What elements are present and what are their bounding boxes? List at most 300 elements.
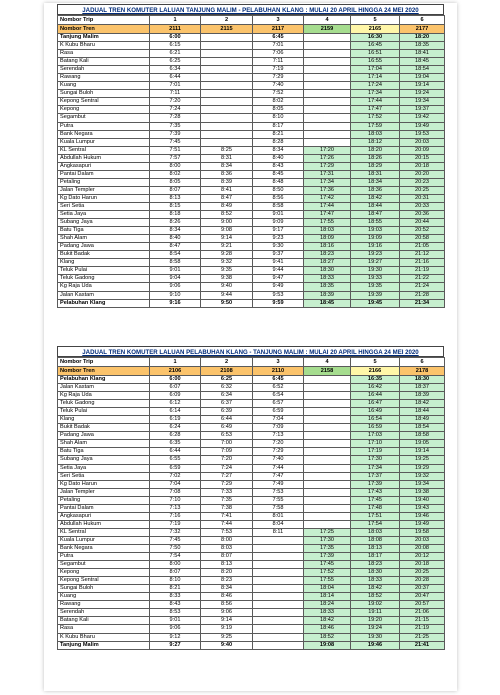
station-name: Putra <box>58 122 150 130</box>
time-cell: 9:47 <box>253 275 304 283</box>
station-row <box>58 520 445 528</box>
time-cell <box>304 66 351 74</box>
time-cell: 18:33 <box>351 577 400 585</box>
time-cell <box>253 569 304 577</box>
timetable <box>57 357 445 650</box>
time-cell: 18:23 <box>351 561 400 569</box>
time-cell: 7:13 <box>150 504 201 512</box>
station-row <box>58 384 445 392</box>
time-cell: 18:42 <box>351 585 400 593</box>
time-cell: 7:40 <box>253 82 304 90</box>
time-cell: 21:12 <box>400 251 445 259</box>
train-number: 2110 <box>253 367 304 376</box>
station-row <box>58 275 445 283</box>
station-row <box>58 569 445 577</box>
time-cell <box>304 432 351 440</box>
time-cell: 18:52 <box>304 633 351 641</box>
time-cell: 21:19 <box>400 625 445 633</box>
station-name: Segambut <box>58 114 150 122</box>
time-cell: 20:57 <box>400 601 445 609</box>
station-row <box>58 130 445 138</box>
time-cell: 7:19 <box>150 520 201 528</box>
time-cell: 18:39 <box>304 291 351 299</box>
station-row <box>58 593 445 601</box>
time-cell: 19:35 <box>351 283 400 291</box>
time-cell: 17:20 <box>304 146 351 154</box>
station-row <box>58 577 445 585</box>
time-cell: 6:44 <box>150 448 201 456</box>
time-cell: 7:04 <box>253 416 304 424</box>
time-cell <box>304 496 351 504</box>
station-name: Bank Negara <box>58 130 150 138</box>
time-cell: 7:54 <box>150 553 201 561</box>
station-name: Pantai Dalam <box>58 170 150 178</box>
time-cell: 16:59 <box>351 424 400 432</box>
time-cell: 16:55 <box>351 58 400 66</box>
time-cell: 16:45 <box>351 42 400 50</box>
time-cell: 18:31 <box>351 170 400 178</box>
time-cell: 20:44 <box>400 219 445 227</box>
time-cell: 8:21 <box>253 130 304 138</box>
time-cell: 8:10 <box>150 577 201 585</box>
time-cell: 20:20 <box>400 170 445 178</box>
time-cell: 17:34 <box>351 90 400 98</box>
time-cell: 19:34 <box>400 98 445 106</box>
time-cell: 8:17 <box>253 122 304 130</box>
time-cell: 18:47 <box>351 211 400 219</box>
time-cell: 20:23 <box>400 178 445 186</box>
time-cell <box>201 122 253 130</box>
time-cell: 18:24 <box>304 601 351 609</box>
time-cell: 6:55 <box>150 456 201 464</box>
station-name: Angkasapuri <box>58 512 150 520</box>
station-row <box>58 186 445 194</box>
station-row <box>58 122 445 130</box>
time-cell: 17:52 <box>304 569 351 577</box>
time-cell: 17:55 <box>304 577 351 585</box>
time-cell: 8:13 <box>150 194 201 202</box>
time-cell: 9:16 <box>150 299 201 307</box>
station-row <box>58 283 445 291</box>
time-cell: 19:37 <box>400 106 445 114</box>
time-cell: 8:07 <box>150 569 201 577</box>
time-cell: 9:19 <box>201 625 253 633</box>
time-cell: 8:15 <box>150 202 201 210</box>
time-cell: 18:30 <box>351 569 400 577</box>
time-cell: 17:26 <box>304 154 351 162</box>
time-cell: 19:02 <box>351 601 400 609</box>
time-cell: 6:49 <box>201 424 253 432</box>
train-number-row <box>58 367 445 376</box>
station-name: Segambut <box>58 561 150 569</box>
time-cell <box>201 50 253 58</box>
trip-number: 3 <box>253 358 304 367</box>
time-cell <box>201 98 253 106</box>
time-cell: 18:33 <box>304 609 351 617</box>
time-cell: 19:43 <box>400 504 445 512</box>
time-cell <box>201 138 253 146</box>
time-cell: 18:09 <box>304 235 351 243</box>
time-cell: 18:04 <box>304 585 351 593</box>
station-name: Jalan Templer <box>58 186 150 194</box>
time-cell: 8:31 <box>201 154 253 162</box>
time-cell: 18:44 <box>351 202 400 210</box>
time-cell: 18:58 <box>400 432 445 440</box>
time-cell: 6:34 <box>150 66 201 74</box>
time-cell <box>304 408 351 416</box>
time-cell: 18:03 <box>351 130 400 138</box>
time-cell: 9:01 <box>150 267 201 275</box>
station-row <box>58 400 445 408</box>
station-row <box>58 42 445 50</box>
time-cell: 9:44 <box>253 267 304 275</box>
time-cell: 21:05 <box>400 243 445 251</box>
time-cell: 17:44 <box>304 202 351 210</box>
time-cell <box>201 58 253 66</box>
time-cell: 17:54 <box>351 520 400 528</box>
time-cell <box>253 553 304 561</box>
station-row <box>58 146 445 154</box>
time-cell: 17:29 <box>304 162 351 170</box>
station-row <box>58 154 445 162</box>
station-row <box>58 609 445 617</box>
time-cell: 18:16 <box>304 243 351 251</box>
time-cell: 18:41 <box>400 50 445 58</box>
time-cell: 18:37 <box>400 384 445 392</box>
time-cell: 8:39 <box>201 178 253 186</box>
station-name: Teluk Gadong <box>58 400 150 408</box>
time-cell: 8:33 <box>150 593 201 601</box>
time-cell: 18:27 <box>304 259 351 267</box>
station-row <box>58 58 445 66</box>
time-cell <box>304 504 351 512</box>
time-cell: 18:30 <box>304 267 351 275</box>
time-cell: 21:22 <box>400 275 445 283</box>
time-cell: 18:03 <box>304 227 351 235</box>
time-cell: 9:40 <box>201 283 253 291</box>
station-name: Shah Alam <box>58 440 150 448</box>
time-cell: 17:45 <box>304 561 351 569</box>
time-cell: 7:20 <box>201 456 253 464</box>
station-name: Petaling <box>58 496 150 504</box>
station-name: Petaling <box>58 178 150 186</box>
trip-number-row <box>58 16 445 25</box>
trip-number: 6 <box>400 16 445 25</box>
trip-number: 5 <box>351 16 400 25</box>
time-cell <box>253 625 304 633</box>
time-cell: 7:51 <box>150 146 201 154</box>
train-number: 2178 <box>400 367 445 376</box>
station-name: Serendah <box>58 609 150 617</box>
station-name: Batu Tiga <box>58 227 150 235</box>
station-row <box>58 170 445 178</box>
station-row <box>58 235 445 243</box>
time-cell: 18:42 <box>304 617 351 625</box>
time-cell <box>304 472 351 480</box>
time-cell: 7:20 <box>253 440 304 448</box>
time-cell: 21:19 <box>400 267 445 275</box>
time-cell: 8:49 <box>201 202 253 210</box>
time-cell: 7:08 <box>150 488 201 496</box>
station-row <box>58 408 445 416</box>
train-number: 2165 <box>351 25 400 34</box>
time-cell: 18:30 <box>400 376 445 384</box>
time-cell: 8:26 <box>150 219 201 227</box>
time-cell: 19:39 <box>351 291 400 299</box>
station-name: Bukit Badak <box>58 424 150 432</box>
time-cell: 6:45 <box>253 34 304 42</box>
table-title: JADUAL TREN KOMUTER LALUAN PELABUHAN KLANG - TANJUNG MALIM : MULAI 20 APRIL HINGGA 24 MEI 2020 <box>57 346 444 357</box>
time-cell: 8:56 <box>201 601 253 609</box>
time-cell: 6:28 <box>150 432 201 440</box>
time-cell <box>304 416 351 424</box>
time-cell: 7:02 <box>150 472 201 480</box>
station-name: Kepong <box>58 569 150 577</box>
time-cell: 7:45 <box>150 536 201 544</box>
time-cell: 8:34 <box>150 227 201 235</box>
time-cell: 7:40 <box>253 456 304 464</box>
time-cell: 20:37 <box>400 585 445 593</box>
time-cell: 8:20 <box>201 569 253 577</box>
station-row <box>58 528 445 536</box>
time-cell: 8:56 <box>253 194 304 202</box>
time-cell: 9:14 <box>201 235 253 243</box>
time-cell: 7:01 <box>253 42 304 50</box>
time-cell: 20:47 <box>400 593 445 601</box>
time-cell: 16:44 <box>351 392 400 400</box>
time-cell <box>304 384 351 392</box>
time-cell: 20:03 <box>400 536 445 544</box>
time-cell: 21:34 <box>400 299 445 307</box>
time-cell: 6:25 <box>201 376 253 384</box>
time-cell: 21:25 <box>400 633 445 641</box>
station-name: Subang Jaya <box>58 456 150 464</box>
time-cell: 8:25 <box>201 146 253 154</box>
station-name: Teluk Gadong <box>58 275 150 283</box>
station-name: Tanjung Malim <box>58 641 150 649</box>
station-row <box>58 259 445 267</box>
time-cell <box>304 138 351 146</box>
time-cell: 19:40 <box>400 496 445 504</box>
time-cell: 19:11 <box>351 609 400 617</box>
time-cell <box>253 617 304 625</box>
station-row <box>58 424 445 432</box>
station-row <box>58 90 445 98</box>
time-cell: 21:28 <box>400 291 445 299</box>
time-cell <box>304 106 351 114</box>
time-cell <box>201 74 253 82</box>
time-cell: 8:58 <box>253 202 304 210</box>
time-cell <box>304 130 351 138</box>
time-cell: 8:07 <box>150 186 201 194</box>
station-row <box>58 376 445 384</box>
time-cell: 20:52 <box>400 227 445 235</box>
time-cell: 8:58 <box>150 259 201 267</box>
time-cell: 20:36 <box>400 211 445 219</box>
time-cell: 8:34 <box>201 162 253 170</box>
time-cell: 7:50 <box>150 544 201 552</box>
train-number: 2177 <box>400 25 445 34</box>
time-cell: 18:39 <box>400 392 445 400</box>
time-cell: 19:14 <box>400 448 445 456</box>
time-cell: 17:39 <box>304 553 351 561</box>
train-number: 2106 <box>150 367 201 376</box>
time-cell: 17:30 <box>351 456 400 464</box>
time-cell: 9:09 <box>253 219 304 227</box>
time-cell: 17:30 <box>304 536 351 544</box>
station-row <box>58 456 445 464</box>
time-cell: 9:01 <box>253 211 304 219</box>
time-cell: 8:53 <box>150 609 201 617</box>
station-row <box>58 512 445 520</box>
time-cell: 8:43 <box>253 162 304 170</box>
time-cell: 8:07 <box>201 553 253 561</box>
time-cell: 20:03 <box>400 138 445 146</box>
time-cell: 6:00 <box>150 34 201 42</box>
time-cell: 17:36 <box>304 186 351 194</box>
station-name: Kg Dato Harun <box>58 480 150 488</box>
time-cell: 7:28 <box>150 114 201 122</box>
time-cell: 6:57 <box>253 400 304 408</box>
time-cell: 19:42 <box>400 114 445 122</box>
time-cell: 17:47 <box>351 106 400 114</box>
time-cell: 17:35 <box>304 544 351 552</box>
time-cell <box>253 641 304 649</box>
station-name: Rasa <box>58 50 150 58</box>
station-name: Sungai Buloh <box>58 90 150 98</box>
station-row <box>58 553 445 561</box>
time-cell: 18:52 <box>351 593 400 601</box>
trip-number: 1 <box>150 358 201 367</box>
time-cell <box>304 456 351 464</box>
train-number: 2117 <box>253 25 304 34</box>
time-cell: 19:09 <box>351 235 400 243</box>
time-cell: 9:59 <box>253 299 304 307</box>
time-cell: 8:52 <box>201 211 253 219</box>
time-cell: 18:54 <box>400 66 445 74</box>
station-row <box>58 633 445 641</box>
time-cell: 18:20 <box>400 34 445 42</box>
time-cell: 7:24 <box>201 464 253 472</box>
station-row <box>58 464 445 472</box>
time-cell <box>253 633 304 641</box>
station-row <box>58 472 445 480</box>
time-cell <box>201 106 253 114</box>
time-cell: 7:38 <box>201 504 253 512</box>
time-cell <box>304 400 351 408</box>
time-cell: 19:29 <box>400 464 445 472</box>
time-cell: 7:20 <box>150 98 201 106</box>
trip-number: 4 <box>304 16 351 25</box>
station-name: Bank Negara <box>58 544 150 552</box>
station-name: Batu Tiga <box>58 448 150 456</box>
time-cell: 8:00 <box>150 561 201 569</box>
time-cell: 20:12 <box>400 553 445 561</box>
station-name: Rasa <box>58 625 150 633</box>
station-name: Padang Jawa <box>58 243 150 251</box>
time-cell: 7:35 <box>201 496 253 504</box>
time-cell: 19:24 <box>400 90 445 98</box>
time-cell: 8:11 <box>253 528 304 536</box>
schedule-block-southbound <box>57 346 444 650</box>
time-cell: 18:44 <box>400 408 445 416</box>
time-cell: 17:43 <box>351 488 400 496</box>
time-cell: 19:14 <box>400 82 445 90</box>
time-cell: 7:29 <box>201 480 253 488</box>
station-row <box>58 243 445 251</box>
time-cell: 18:49 <box>400 416 445 424</box>
time-cell: 16:51 <box>351 50 400 58</box>
time-cell: 8:03 <box>201 544 253 552</box>
trip-number: 6 <box>400 358 445 367</box>
time-cell: 6:45 <box>253 376 304 384</box>
station-row <box>58 504 445 512</box>
time-cell: 9:06 <box>150 625 201 633</box>
time-cell: 19:23 <box>351 251 400 259</box>
time-cell <box>304 448 351 456</box>
time-cell: 7:53 <box>201 528 253 536</box>
time-cell: 6:44 <box>201 416 253 424</box>
station-name: Tanjung Malim <box>58 34 150 42</box>
time-cell: 18:23 <box>304 251 351 259</box>
time-cell: 6:35 <box>150 440 201 448</box>
schedule-block-northbound <box>57 4 444 308</box>
time-cell: 9:17 <box>253 227 304 235</box>
time-cell: 7:33 <box>201 488 253 496</box>
time-cell: 18:08 <box>351 536 400 544</box>
time-cell: 8:54 <box>150 251 201 259</box>
time-cell: 8:47 <box>150 243 201 251</box>
time-cell: 9:12 <box>150 633 201 641</box>
time-cell: 20:31 <box>400 194 445 202</box>
time-cell <box>253 593 304 601</box>
train-number: 2108 <box>201 367 253 376</box>
station-name: Subang Jaya <box>58 219 150 227</box>
time-cell: 17:55 <box>304 219 351 227</box>
time-cell <box>253 601 304 609</box>
time-cell: 7:39 <box>150 130 201 138</box>
station-name: Pantai Dalam <box>58 504 150 512</box>
time-cell: 19:58 <box>400 528 445 536</box>
trip-number: 4 <box>304 358 351 367</box>
station-name: Angkasapuri <box>58 162 150 170</box>
station-name: KL Sentral <box>58 146 150 154</box>
station-row <box>58 488 445 496</box>
time-cell: 20:58 <box>400 235 445 243</box>
trip-label: Nombor Trip <box>58 16 150 25</box>
time-cell: 20:25 <box>400 186 445 194</box>
time-cell <box>304 50 351 58</box>
station-row <box>58 267 445 275</box>
time-cell: 18:29 <box>351 162 400 170</box>
time-cell <box>201 90 253 98</box>
time-cell <box>253 561 304 569</box>
station-name: Jalan Kastam <box>58 384 150 392</box>
train-number: 2111 <box>150 25 201 34</box>
train-label: Nombor Tren <box>58 367 150 376</box>
station-row <box>58 448 445 456</box>
station-row <box>58 211 445 219</box>
trip-number: 3 <box>253 16 304 25</box>
train-label: Nombor Tren <box>58 25 150 34</box>
station-name: Pelabuhan Klang <box>58 376 150 384</box>
train-number: 2115 <box>201 25 253 34</box>
time-cell: 17:44 <box>351 98 400 106</box>
trip-number: 2 <box>201 16 253 25</box>
time-cell: 7:09 <box>253 424 304 432</box>
time-cell: 17:03 <box>351 432 400 440</box>
time-cell: 18:33 <box>304 275 351 283</box>
